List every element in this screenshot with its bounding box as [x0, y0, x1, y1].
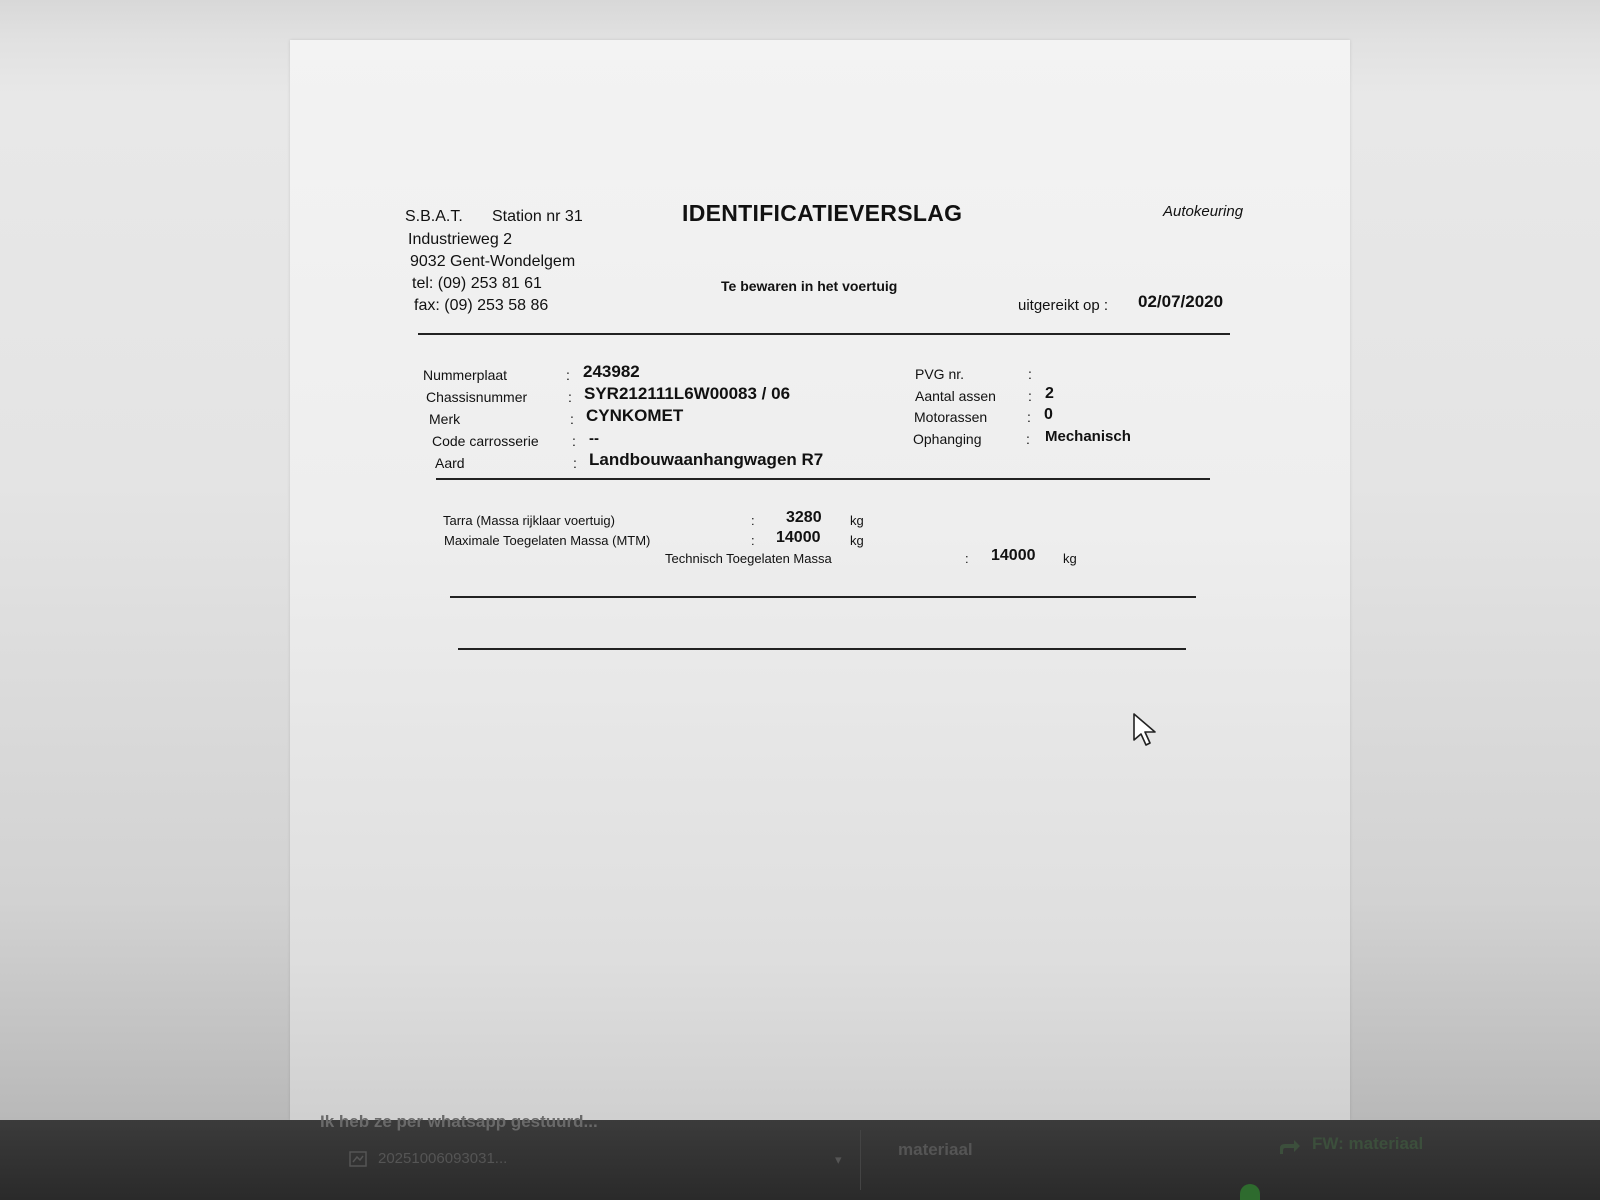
motor-axles-value: 0	[1044, 406, 1053, 423]
issued-date: 02/07/2020	[1138, 292, 1224, 311]
chat-message-preview[interactable]: Ik heb ze per whatsapp gestuurd...	[320, 1112, 598, 1131]
suspension-label: Ophanging	[913, 431, 982, 447]
viewer-top-bar	[0, 0, 1600, 40]
chassis-sep: :	[568, 389, 572, 405]
mtm-label: Maximale Toegelaten Massa (MTM)	[444, 533, 651, 548]
pvg-label: PVG nr.	[915, 366, 965, 382]
motor-axles-label: Motorassen	[914, 409, 988, 425]
issued-label: uitgereikt op :	[1018, 297, 1109, 314]
ttm-sep: :	[965, 551, 969, 566]
folder-name[interactable]: materiaal	[898, 1140, 973, 1159]
header-divider	[418, 333, 1230, 335]
file-icon	[348, 1150, 368, 1168]
forward-mail-subject[interactable]: FW: materiaal	[1312, 1134, 1424, 1153]
tarra-label: Tarra (Massa rijklaar voertuig)	[443, 513, 615, 528]
bottom-divider	[458, 648, 1186, 650]
document-page	[290, 40, 1350, 1120]
brand-sep: :	[570, 411, 574, 427]
vehicle-divider	[436, 478, 1210, 480]
axles-sep: :	[1028, 388, 1032, 404]
address-city: 9032 Gent-Wondelgem	[410, 253, 576, 270]
plate-value: 243982	[583, 362, 640, 381]
tarra-sep: :	[751, 513, 755, 528]
plate-label: Nummerplaat	[423, 367, 508, 383]
pvg-sep: :	[1028, 366, 1032, 382]
org-name: S.B.A.T.	[405, 208, 463, 225]
ttm-unit: kg	[1063, 551, 1077, 566]
axles-label: Aantal assen	[915, 388, 996, 404]
body-code-value: --	[589, 430, 599, 447]
telephone: tel: (09) 253 81 61	[412, 275, 542, 292]
chevron-down-icon[interactable]: ▾	[835, 1152, 842, 1167]
type-label: Aard	[435, 455, 465, 471]
mtm-sep: :	[751, 533, 755, 548]
brand-label: Merk	[429, 411, 461, 427]
motor-axles-sep: :	[1027, 409, 1031, 425]
mouse-pointer-icon	[1132, 712, 1160, 748]
brand-value: CYNKOMET	[586, 406, 684, 425]
bottom-app-strip	[0, 1112, 1600, 1200]
forward-icon	[1276, 1134, 1302, 1160]
department-label: Autokeuring	[1163, 203, 1244, 220]
plate-sep: :	[566, 367, 570, 383]
ttm-label: Technisch Toegelaten Massa	[665, 551, 832, 566]
attachment-file-name[interactable]: 20251006093031...	[378, 1150, 508, 1167]
keep-note: Te bewaren in het voertuig	[721, 278, 898, 294]
body-code-sep: :	[572, 433, 576, 449]
suspension-value: Mechanisch	[1045, 428, 1131, 445]
mass-divider	[450, 596, 1196, 598]
taskbar-separator	[860, 1130, 861, 1190]
type-sep: :	[573, 455, 577, 471]
body-code-label: Code carrosserie	[432, 433, 539, 449]
tarra-unit: kg	[850, 513, 864, 528]
fax: fax: (09) 253 58 86	[414, 297, 549, 314]
axles-value: 2	[1045, 385, 1054, 402]
address-street: Industrieweg 2	[408, 231, 513, 248]
station-number: Station nr 31	[492, 208, 583, 225]
suspension-sep: :	[1026, 431, 1030, 447]
mtm-unit: kg	[850, 533, 864, 548]
mtm-value: 14000	[776, 529, 821, 546]
status-dot-icon	[1240, 1184, 1260, 1200]
tarra-value: 3280	[786, 509, 822, 526]
chassis-label: Chassisnummer	[426, 389, 528, 405]
document-title: IDENTIFICATIEVERSLAG	[682, 200, 963, 226]
chassis-value: SYR212111L6W00083 / 06	[584, 384, 791, 403]
type-value: Landbouwaanhangwagen R7	[589, 450, 824, 469]
ttm-value: 14000	[991, 547, 1036, 564]
